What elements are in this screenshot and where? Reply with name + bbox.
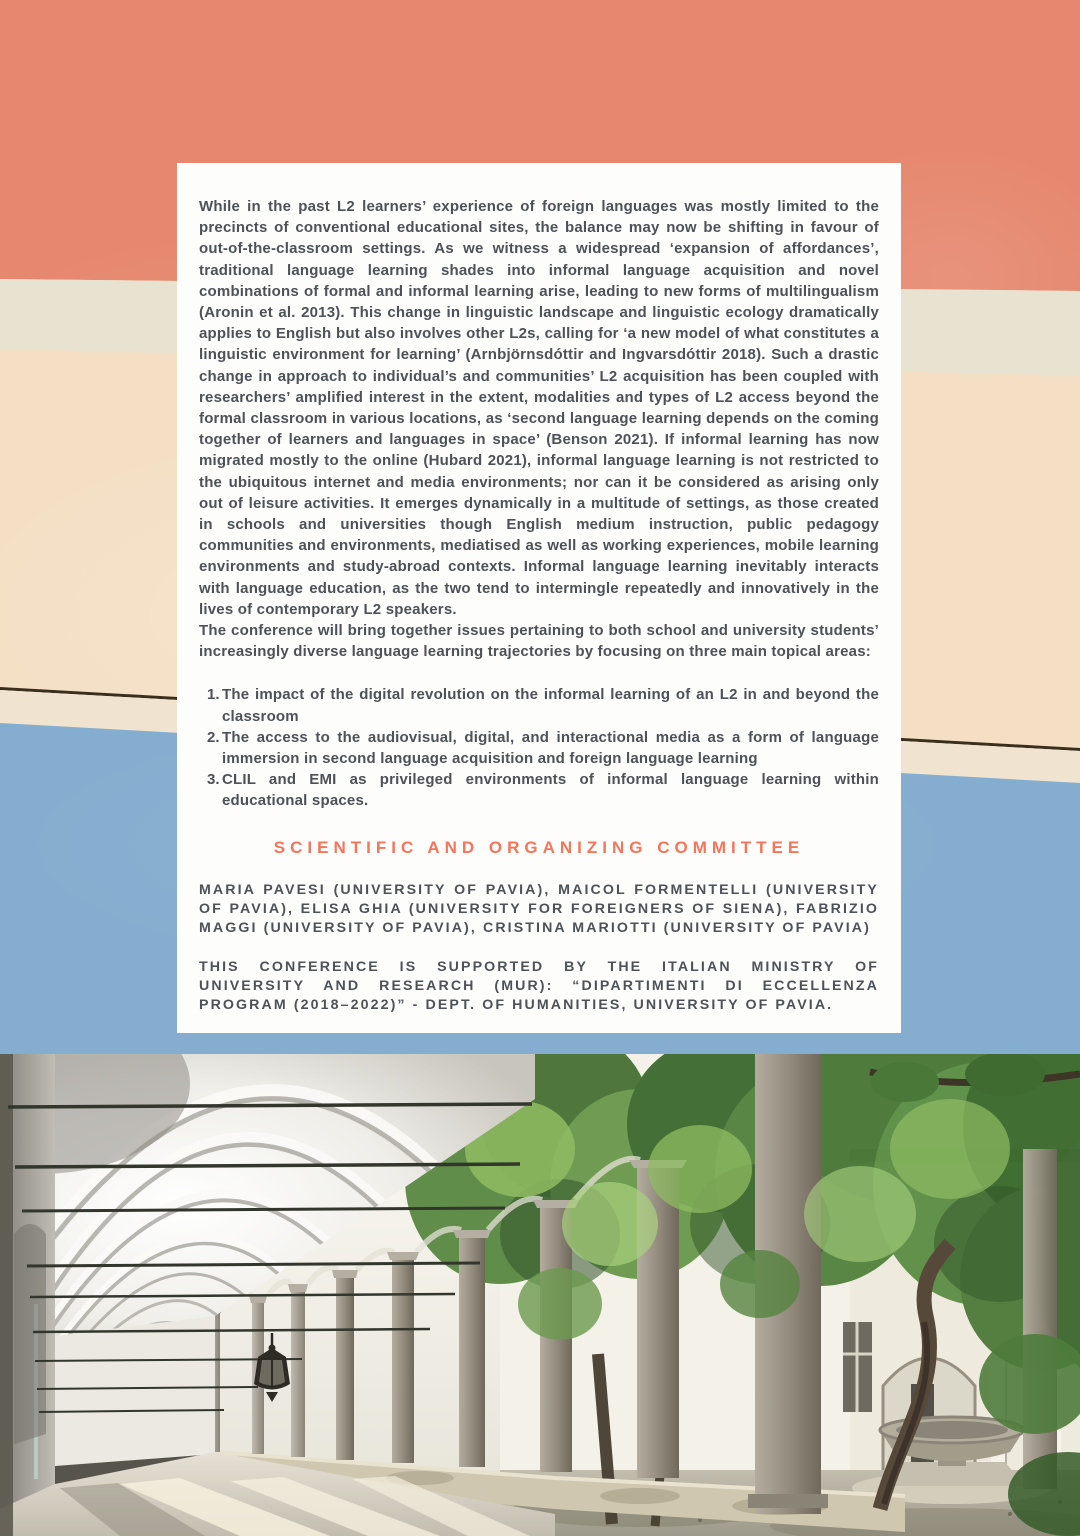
topic-text: The impact of the digital revolution on the informal learning of an L2 in and beyond the classroom — [222, 686, 879, 725]
topic-item-1 — [207, 684, 879, 726]
intro-paragraph: While in the past L2 learners’ experience of foreign languages was mostly limited to the precincts of conventional educational sites, the balance may now be shifting in favour of out-of-the-classroom settings. As we witness a widespread ‘expansion of affordances’, traditional language learning shades into informal language acquisition and novel combinations of formal and informal learning arise, leading to new forms of multilingualism (Aronin et al. 2013). This change in linguistic landscape and linguistic ecology dramatically applies to English but also involves other L2s, calling for ‘a new model of what constitutes a linguistic environment for learning’ (Arnbjörnsdóttir and Ingvarsdóttir 2018). Such a drastic change in approach to individual’s and communities’ L2 acquisition has been coupled with researchers’ amplified interest in the extent, modalities and types of L2 access beyond the formal classroom in various locations, as ‘second language learning depends on the coming together of learners and languages in space’ (Benson 2021). If informal learning has now migrated mostly to the online (Hubard 2021), informal language learning is not restricted to the ubiquitous internet and media environments; nor can it be considered as arising only out of leisure activities. It emerges dynamically in a multitude of settings, as those created in schools and universities though English medium instruction, public pedagogy communities and environments, mediatised as well as working experiences, mobile learning environments and study-abroad contexts. Informal language learning inevitably interacts with language education, as the two tend to intermingle repeatedly and innovatively in the lives of contemporary L2 speakers. — [199, 198, 879, 618]
topic-number: 1. — [207, 686, 220, 704]
cloister-courtyard-photo — [0, 1054, 1080, 1536]
topic-number: 2. — [207, 728, 220, 746]
topic-number: 3. — [207, 771, 220, 789]
topic-item-2 — [207, 727, 879, 769]
committee-members: MARIA PAVESI (UNIVERSITY OF PAVIA), MAICOL FORMENTELLI (UNIVERSITY OF PAVIA), ELISA GHIA (UNIVERSITY FOR FOREIGNERS OF SIENA), FABRIZIO MAGGI (UNIVERSITY OF PAVIA), CRISTINA MARIOTTI (UNIVERSITY OF PAVIA) — [199, 881, 879, 937]
topic-list — [207, 684, 879, 811]
topic-item-3 — [207, 769, 879, 811]
conference-paragraph: The conference will bring together issues pertaining to both school and university students’ increasingly diverse language learning trajectories by focusing on three main topical areas: — [199, 622, 879, 661]
topic-text: CLIL and EMI as privileged environments of informal language learning within educational spaces. — [222, 771, 879, 810]
committee-heading: SCIENTIFIC AND ORGANIZING COMMITTEE — [273, 837, 805, 857]
topic-text: The access to the audiovisual, digital, and interactional media as a form of language immersion in second language acquisition and foreign language learning — [222, 728, 879, 768]
text-card — [177, 163, 901, 1033]
support-statement: THIS CONFERENCE IS SUPPORTED BY THE ITALIAN MINISTRY OF UNIVERSITY AND RESEARCH (MUR): “DIPARTIMENTI DI ECCELLENZA PROGRAM (2018–2022)” - DEPT. OF HUMANITIES, UNIVERSITY OF PAVIA. — [199, 958, 879, 1014]
